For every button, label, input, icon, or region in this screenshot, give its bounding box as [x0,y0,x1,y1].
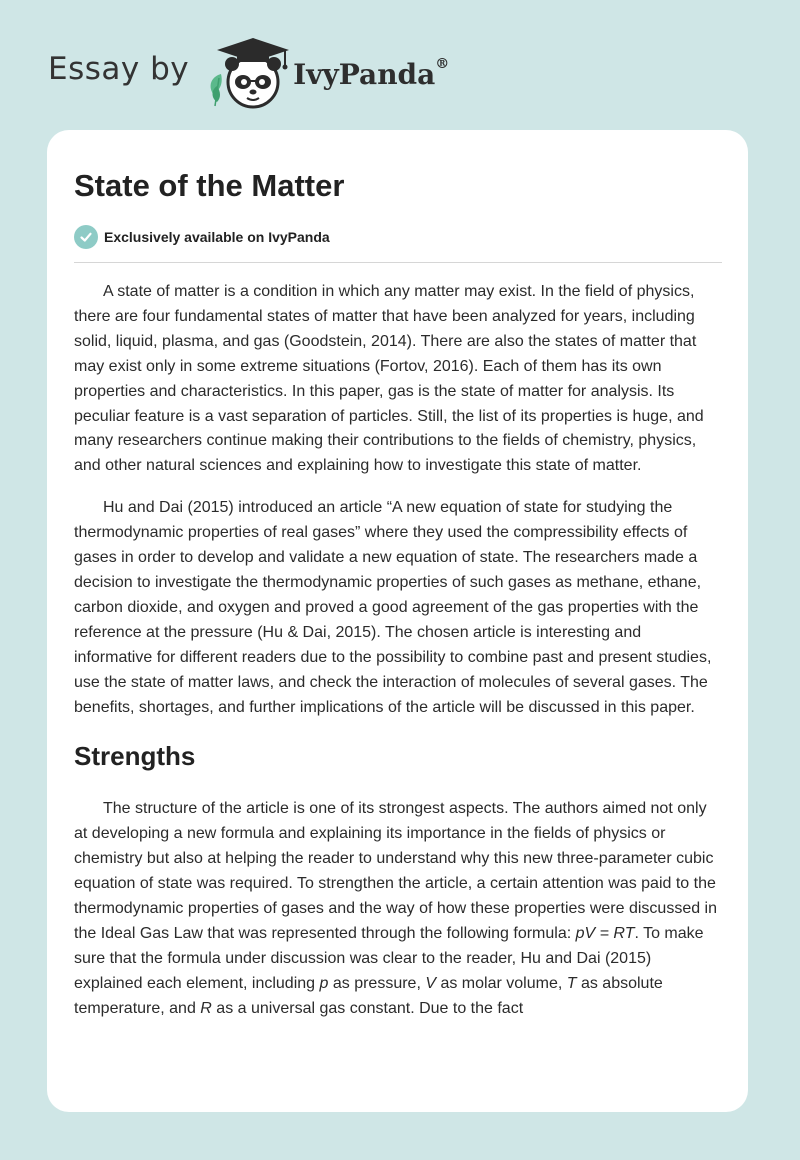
paragraph-strengths: The structure of the article is one of its strongest aspects. The authors aimed not only at developing a new formula and explaining its importance in the fields of physics or chemistry but also at helping the reader to understand why this new three-parameter cubic equation of state was required. To strengthen the article, a certain attention was paid to the thermodynamic properties of gases and the way of how these properties were discussed in the Ideal Gas Law that was represented through the following formula: pV = RT. To make sure that the formula under discussion was clear to the reader, Hu and Dai (2015) explained each element, including p as pressure, V as molar volume, T as absolute temperature, and R as a universal gas constant. Due to the fact [74,800,718,1017]
panda-logo-icon [203,32,291,112]
registered-mark: ® [435,55,450,72]
exclusive-label: Exclusively available on IvyPanda [104,229,330,245]
paragraph-intro: A state of matter is a condition in which any matter may exist. In the field of physics, there are four fundamental states of matter that have been analyzed for years, including solid, liquid, plasma, and gas (Goodstein, 2014). There are also the states of matter that may exist only in some extreme situations (Fortov, 2016). Each of them has its own properties and characteristics. In this paper, gas is the state of matter for analysis. Its peculiar feature is a vast separation of particles. Still, the list of its properties is huge, and many researchers continue making their contributions to the fields of chemistry, physics, and other natural sciences and explaining how to investigate this state of matter. [74,283,704,475]
exclusive-badge [74,223,722,251]
essay-by-label: Essay by [48,51,190,87]
paragraph-article-summary: Hu and Dai (2015) introduced an article “A new equation of state for studying the thermodynamic properties of real gases” where they used the compressibility effects of gases in order to develop and validate a new equation of state. The researchers made a decision to investigate the thermodynamic properties of such gases as methane, ethane, carbon dioxide, and oxygen and proved a good agreement of the gas properties with the reference at the pressure (Hu & Dai, 2015). The chosen article is interesting and informative for different readers due to the possibility to combine past and present studies, use the state of matter laws, and check the interaction of molecules of several gases. The benefits, shortages, and further implications of the article will be discussed in this paper. [74,499,712,716]
divider [74,262,722,263]
essay-card [47,130,748,1112]
formula: pV = RT [575,924,635,942]
section-heading-strengths: Strengths [74,741,196,772]
checkmark-icon [74,225,98,249]
brand-name: IvyPanda® [293,55,450,91]
page-title: State of the Matter [74,168,345,203]
brand-header[interactable] [48,32,449,112]
